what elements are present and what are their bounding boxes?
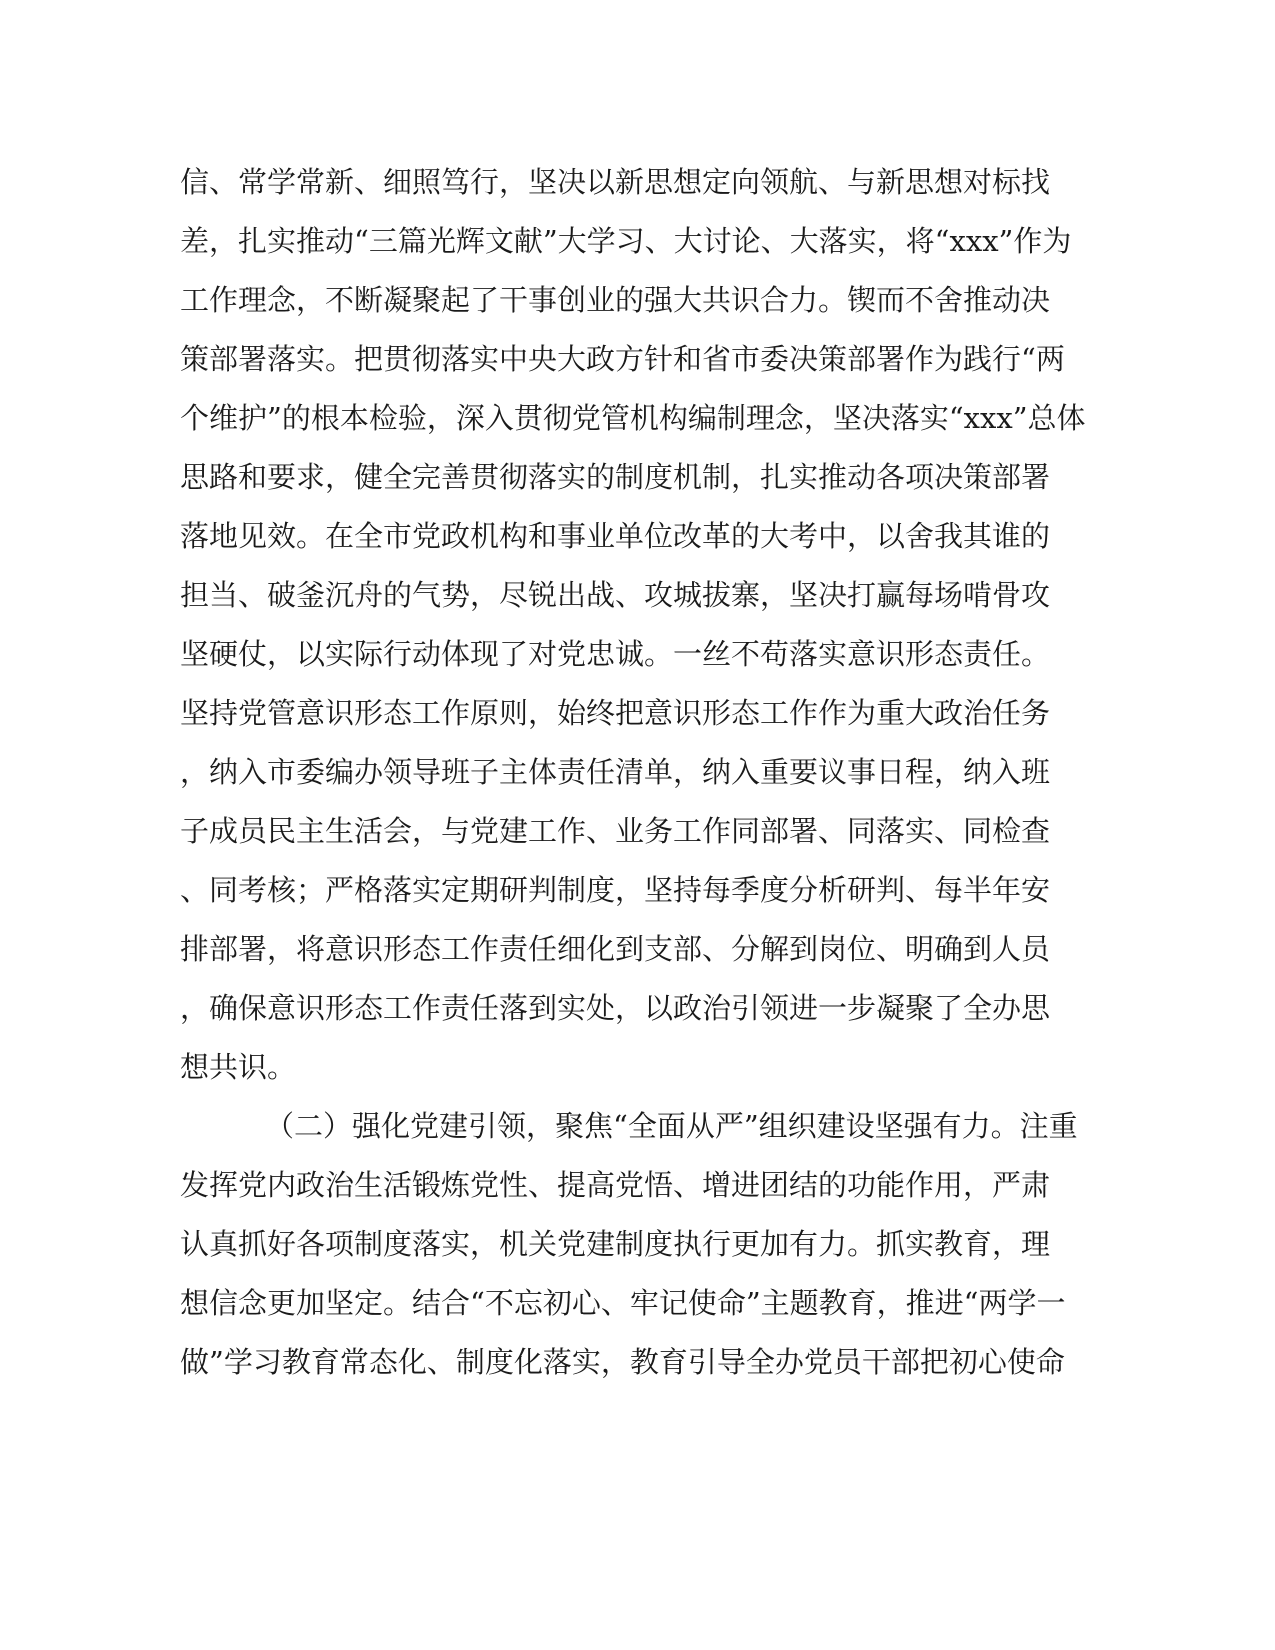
body-line: 做”学习教育常态化、制度化落实，教育引导全办党员干部把初心使命 (180, 1345, 1065, 1379)
body-line: ，确保意识形态工作责任落到实处，以政治引领进一步凝聚了全办思 (180, 991, 1051, 1025)
body-line: 排部署，将意识形态工作责任细化到支部、分解到岗位、明确到人员 (180, 932, 1051, 966)
body-line: 策部署落实。把贯彻落实中央大政方针和省市委决策部署作为践行“两 (180, 342, 1065, 376)
body-line: ，纳入市委编办领导班子主体责任清单，纳入重要议事日程，纳入班 (180, 755, 1051, 789)
body-line: 工作理念，不断凝聚起了干事创业的强大共识合力。锲而不舍推动决 (180, 283, 1051, 317)
body-line: 子成员民主生活会，与党建工作、业务工作同部署、同落实、同检查 (180, 814, 1051, 848)
body-line: 落地见效。在全市党政机构和事业单位改革的大考中，以舍我其谁的 (180, 519, 1051, 553)
body-line: 担当、破釜沉舟的气势，尽锐出战、攻城拔寨，坚决打赢每场啃骨攻 (180, 578, 1051, 612)
body-line: 坚持党管意识形态工作原则，始终把意识形态工作作为重大政治任务 (180, 696, 1051, 730)
body-line: 、同考核；严格落实定期研判制度，坚持每季度分析研判、每半年安 (180, 873, 1051, 907)
body-line: 个维护”的根本检验，深入贯彻党管机构编制理念，坚决落实“xxx”总体 (180, 401, 1086, 435)
body-line: 信、常学常新、细照笃行，坚决以新思想定向领航、与新思想对标找 (180, 165, 1051, 199)
body-line: 想共识。 (180, 1050, 297, 1084)
body-line: 想信念更加坚定。结合“不忘初心、牢记使命”主题教育，推进“两学一 (180, 1286, 1066, 1320)
body-line: 思路和要求，健全完善贯彻落实的制度机制，扎实推动各项决策部署 (180, 460, 1051, 494)
body-line: 认真抓好各项制度落实，机关党建制度执行更加有力。抓实教育，理 (180, 1227, 1051, 1261)
section-heading-line: （二）强化党建引领，聚焦“全面从严”组织建设坚强有力。注重 (265, 1109, 1078, 1143)
body-line: 差，扎实推动“三篇光辉文献”大学习、大讨论、大落实，将“xxx”作为 (180, 224, 1072, 258)
body-line: 发挥党内政治生活锻炼党性、提高党悟、增进团结的功能作用，严肃 (180, 1168, 1051, 1202)
body-line: 坚硬仗，以实际行动体现了对党忠诚。一丝不苟落实意识形态责任。 (180, 637, 1051, 671)
